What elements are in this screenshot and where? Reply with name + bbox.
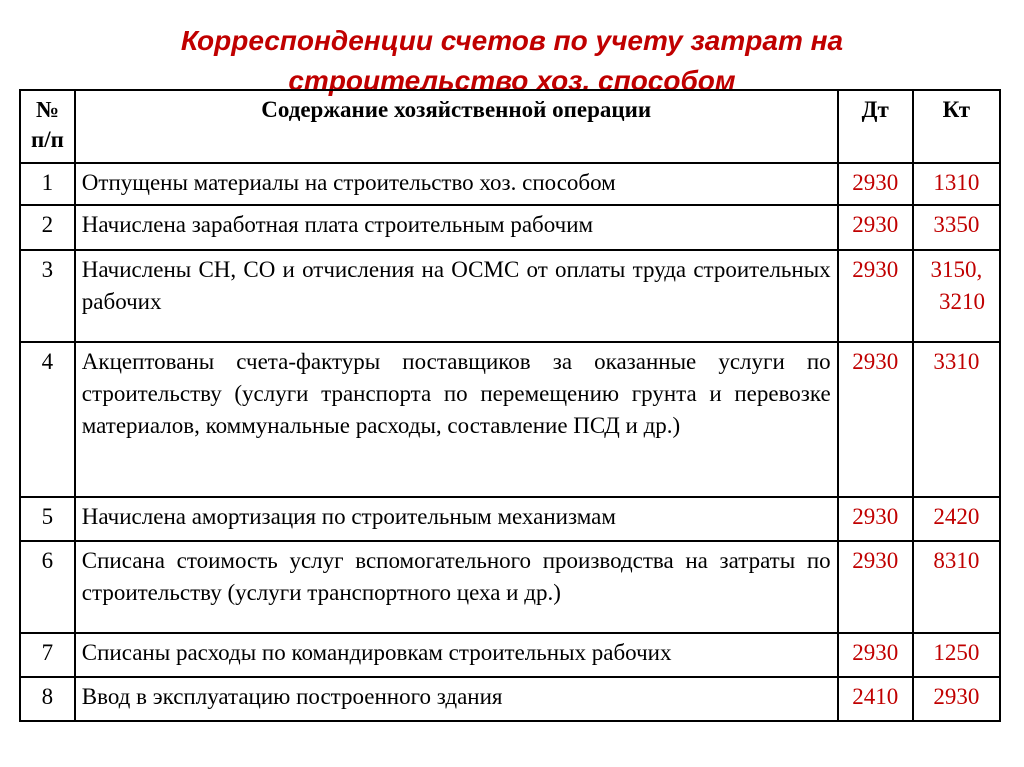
row-description: Начислена заработная плата строительным рабочим <box>75 205 838 250</box>
row-number: 6 <box>20 541 75 633</box>
slide-title-line-2: строительство хоз. способом <box>288 64 736 96</box>
row-debit-account: 2930 <box>838 250 913 342</box>
row-debit-account: 2930 <box>838 205 913 250</box>
row-description: Начислены СН, СО и отчисления на ОСМС от оплаты труда строительных рабочих <box>75 250 838 342</box>
row-debit-account: 2930 <box>838 633 913 677</box>
table-row <box>20 541 1000 633</box>
table-row <box>20 633 1000 677</box>
row-description: Акцептованы счета-фактуры поставщиков за оказанные услуги по строительству (услуги транспорта по перемещению грунта и перевозке материалов, коммунальные расходы, составление ПСД и др.) <box>75 342 838 497</box>
row-debit-account: 2930 <box>838 342 913 497</box>
slide-title-line-1: Корреспонденции счетов по учету затрат на <box>180 24 844 56</box>
row-credit-account: 8310 <box>913 541 1000 633</box>
row-number: 1 <box>20 163 75 205</box>
row-credit-account: 3350 <box>913 205 1000 250</box>
row-credit-account: 3310 <box>913 342 1000 497</box>
row-number: 8 <box>20 677 75 721</box>
row-credit-account <box>913 250 1000 342</box>
row-description: Списаны расходы по командировкам строительных рабочих <box>75 633 838 677</box>
row-debit-account: 2930 <box>838 497 913 541</box>
row-number: 2 <box>20 205 75 250</box>
row-description: Начислена амортизация по строительным механизмам <box>75 497 838 541</box>
row-number: 4 <box>20 342 75 497</box>
row-number: 5 <box>20 497 75 541</box>
header-debit: Дт <box>838 90 913 163</box>
row-description: Списана стоимость услуг вспомогательного производства на затраты по строительству (услуги транспортного цеха и др.) <box>75 541 838 633</box>
table-header-row <box>20 90 1000 163</box>
header-num <box>20 90 75 163</box>
row-credit-account-1: 3150, <box>930 257 983 282</box>
row-description: Отпущены материалы на строительство хоз. способом <box>75 163 838 205</box>
row-description: Ввод в эксплуатацию построенного здания <box>75 677 838 721</box>
row-credit-account: 2930 <box>913 677 1000 721</box>
row-credit-account: 1310 <box>913 163 1000 205</box>
table-row <box>20 677 1000 721</box>
table-row <box>20 250 1000 342</box>
table-row <box>20 342 1000 497</box>
row-credit-account: 2420 <box>913 497 1000 541</box>
row-number: 7 <box>20 633 75 677</box>
table-row <box>20 497 1000 541</box>
row-debit-account: 2410 <box>838 677 913 721</box>
row-credit-account-2: 3210 <box>939 289 985 314</box>
row-credit-account: 1250 <box>913 633 1000 677</box>
operations-table <box>19 89 1001 722</box>
header-num-line-1: № <box>35 97 59 122</box>
header-credit: Кт <box>913 90 1000 163</box>
header-description: Содержание хозяйственной операции <box>75 90 838 163</box>
row-debit-account: 2930 <box>838 163 913 205</box>
header-num-line-2: п/п <box>30 127 64 152</box>
table-row <box>20 205 1000 250</box>
row-number: 3 <box>20 250 75 342</box>
table-row <box>20 163 1000 205</box>
row-debit-account: 2930 <box>838 541 913 633</box>
